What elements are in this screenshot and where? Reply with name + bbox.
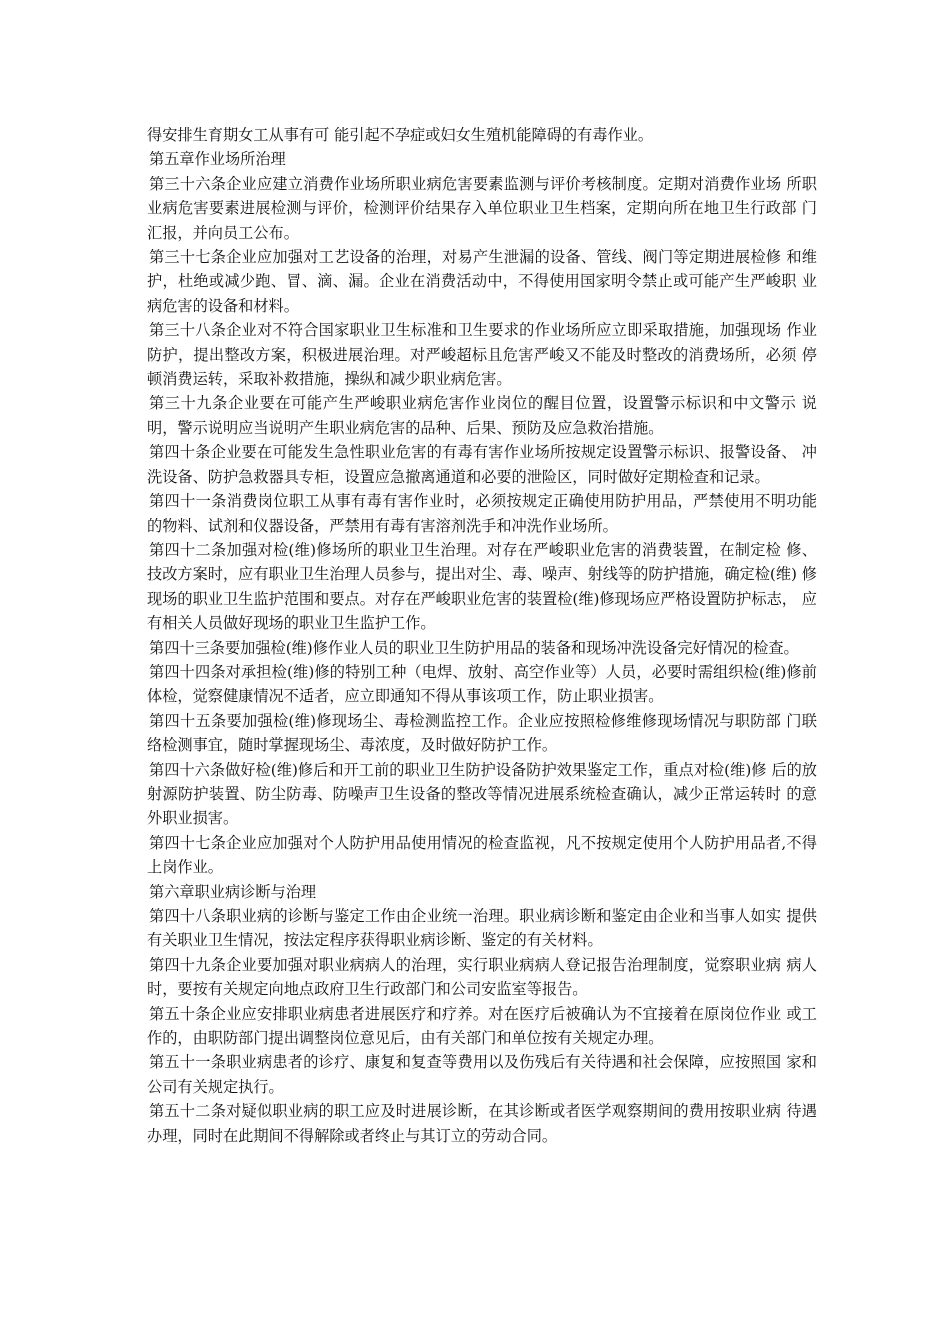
article-36: 第三十六条企业应建立消费作业场所职业病危害要素监测与评价考核制度。定期对消费作业场 所职业病危害要素进展检测与评价，检测评价结果存入单位职业卫生档案，定期向所在地卫生行政部 门汇报，并向员工公布。	[147, 174, 817, 242]
article-37: 第三十七条企业应加强对工艺设备的治理，对易产生泄漏的设备、管线、阀门等定期进展检修 和维护，杜绝或减少跑、冒、滴、漏。企业在消费活动中，不得使用国家明令禁止或可能产生严峻职 业病危害的设备和材料。	[147, 248, 817, 315]
article-38: 第三十八条企业对不符合国家职业卫生标准和卫生要求的作业场所应立即采取措施，加强现场 作业防护，提出整改方案，积极进展治理。对严峻超标且危害严峻又不能及时整改的消费场所，必须 停顿消费运转，采取补救措施，操纵和减少职业病危害。	[147, 321, 817, 389]
paragraph-continuation: 得安排生育期女工从事有可 能引起不孕症或妇女生殖机能障碍的有毒作业。	[147, 126, 654, 144]
article-49: 第四十九条企业要加强对职业病病人的治理，实行职业病病人登记报告治理制度，觉察职业病 病人时，要按有关规定向地点政府卫生行政部门和公司安监室等报告。	[147, 955, 817, 999]
article-41: 第四十一条消费岗位职工从事有毒有害作业时，必须按规定正确使用防护用品，严禁使用不明功能的物料、试剂和仪器设备，严禁用有毒有害溶剂洗手和冲洗作业场所。	[147, 492, 817, 535]
article-52: 第五十二条对疑似职业病的职工应及时进展诊断，在其诊断或者医学观察期间的费用按职业病 待遇办理，同时在此期间不得解除或者终止与其订立的劳动合同。	[147, 1102, 817, 1145]
article-45: 第四十五条要加强检(维)修现场尘、毒检测监控工作。企业应按照检修维修现场情况与职防部 门联络检测事宜，随时掌握现场尘、毒浓度，及时做好防护工作。	[147, 711, 817, 755]
article-47: 第四十七条企业应加强对个人防护用品使用情况的检查监视，凡不按规定使用个人防护用品者,不得上岗作业。	[147, 833, 817, 877]
article-46: 第四十六条做好检(维)修后和开工前的职业卫生防护设备防护效果鉴定工作，重点对检(维)修 后的放射源防护装置、防尘防毒、防噪声卫生设备的整改等情况进展系统检查确认，减少正常运转时 的意外职业损害。	[147, 760, 817, 828]
article-43: 第四十三条要加强检(维)修作业人员的职业卫生防护用品的装备和现场冲洗设备完好情况的检查。	[149, 638, 799, 657]
article-48: 第四十八条职业病的诊断与鉴定工作由企业统一治理。职业病诊断和鉴定由企业和当事人如实 提供有关职业卫生情况，按法定程序获得职业病诊断、鉴定的有关材料。	[147, 907, 817, 950]
article-40: 第四十条企业要在可能发生急性职业危害的有毒有害作业场所按规定设置警示标识、报警设备、 冲洗设备、防护急救器具专柜，设置应急撤离通道和必要的泄险区，同时做好定期检查和记录。	[147, 443, 817, 486]
article-44: 第四十四条对承担检(维)修的特别工种（电焊、放射、高空作业等）人员，必要时需组织检(维)修前体检，觉察健康情况不适者，应立即通知不得从事该项工作，防止职业损害。	[147, 662, 817, 706]
article-42: 第四十二条加强对检(维)修场所的职业卫生治理。对存在严峻职业危害的消费装置，在制定检 修、技改方案时，应有职业卫生治理人员参与，提出对尘、毒、噪声、射线等的防护措施，确定检(维) 修现场的职业卫生监护范围和要点。对存在严峻职业危害的装置检(维)修现场应严格设置防护标志， 应有相关人员做好现场的职业卫生监护工作。	[147, 540, 817, 633]
chapter-heading-5: 第五章作业场所治理	[149, 150, 286, 169]
article-39: 第三十九条企业要在可能产生严峻职业病危害作业岗位的醒目位置，设置警示标识和中文警示 说明，警示说明应当说明产生职业病危害的品种、后果、预防及应急救治措施。	[147, 394, 817, 437]
chapter-heading-6: 第六章职业病诊断与治理	[149, 882, 317, 901]
article-50: 第五十条企业应安排职业病患者进展医疗和疗养。对在医疗后被确认为不宜接着在原岗位作业 或工作的，由职防部门提出调整岗位意见后，由有关部门和单位按有关规定办理。	[147, 1004, 817, 1048]
article-51: 第五十一条职业病患者的诊疗、康复和复查等费用以及伤残后有关待遇和社会保障，应按照国 家和公司有关规定执行。	[147, 1053, 817, 1096]
document-page	[147, 123, 817, 1148]
